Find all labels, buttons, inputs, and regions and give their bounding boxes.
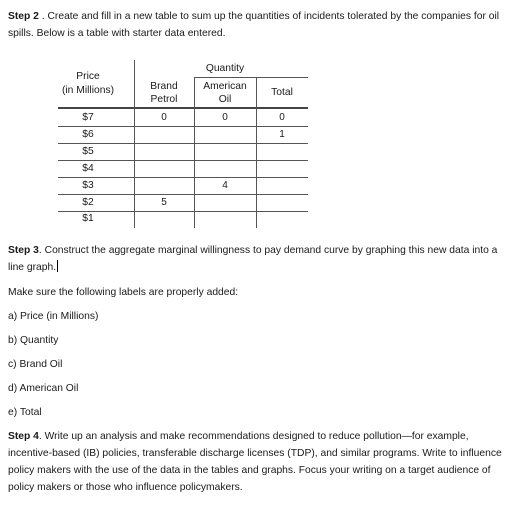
row-line — [58, 143, 308, 144]
col-american-line2: Oil — [218, 94, 232, 105]
price-cell: $4 — [82, 163, 94, 174]
column-line — [194, 77, 195, 228]
brand-cell: 5 — [161, 197, 167, 208]
step3-text: . Construct the aggregate marginal willingness to pay demand curve by graphing this new data into a line graph. — [8, 245, 498, 273]
label-item-e: e) Total — [8, 407, 42, 418]
brand-cell: 0 — [161, 112, 167, 123]
text-cursor — [57, 260, 58, 272]
row-line — [58, 211, 308, 212]
col-brand-line1: Brand — [150, 81, 178, 92]
step2-label: Step 2 — [8, 11, 39, 22]
label-item-c: c) Brand Oil — [8, 359, 63, 370]
price-cell: $6 — [82, 129, 94, 140]
header-divider — [58, 107, 308, 109]
price-cell: $2 — [82, 197, 94, 208]
col-total: Total — [271, 87, 293, 98]
price-header-line2: (in Millions) — [61, 85, 115, 96]
label-item-d: d) American Oil — [8, 383, 79, 394]
step4-text: . Write up an analysis and make recommendations designed to reduce pollution—for example, incentive-based (IB) policies, transferable discharge licenses (TDP), and similar programs. Write to influence policy makers with the use of the data in the tables and graphs. Focus your writing on a target audience of policy makers or those who influence policymakers. — [8, 431, 502, 493]
col-brand-line2: Petrol — [150, 94, 178, 105]
price-header-line1: Price — [76, 71, 100, 82]
quantity-table — [0, 0, 524, 240]
total-cell: 0 — [279, 112, 285, 123]
price-cell: $7 — [82, 112, 94, 123]
label-item-a: a) Price (in Millions) — [8, 311, 99, 322]
price-cell: $5 — [82, 146, 94, 157]
step2-text: . Create and fill in a new table to sum up the quantities of incidents tolerated by the companies for oil spills. Below is a table with starter data entered. — [8, 11, 500, 39]
quantity-header: Quantity — [205, 63, 245, 74]
price-cell: $3 — [82, 180, 94, 191]
step3-paragraph — [8, 242, 510, 276]
total-cell: 1 — [279, 129, 285, 140]
col-american-line1: American — [203, 81, 247, 92]
quantity-underline — [194, 77, 308, 78]
labels-intro: Make sure the following labels are properly added: — [8, 287, 239, 298]
step4-label: Step 4 — [8, 431, 39, 442]
american-cell: 4 — [222, 180, 228, 191]
label-item-b: b) Quantity — [8, 335, 59, 346]
row-line — [58, 126, 308, 127]
price-cell: $1 — [82, 213, 94, 224]
row-line — [58, 160, 308, 161]
row-line — [58, 177, 308, 178]
column-line — [256, 77, 257, 228]
row-line — [58, 194, 308, 195]
step3-label: Step 3 — [8, 245, 39, 256]
american-cell: 0 — [222, 112, 228, 123]
step4-paragraph — [8, 428, 510, 496]
